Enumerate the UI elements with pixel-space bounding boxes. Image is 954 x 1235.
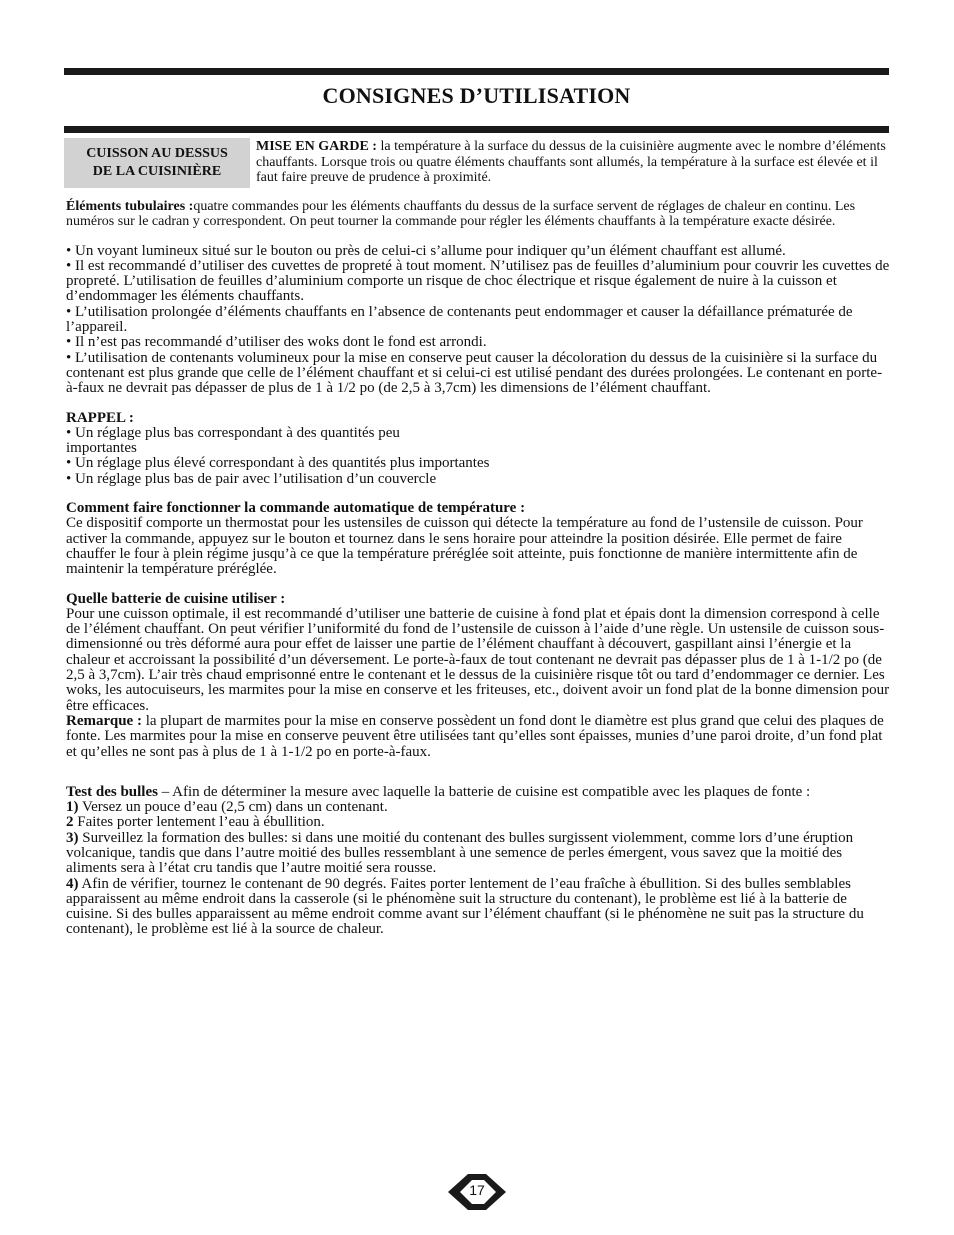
step-text: Surveillez la formation des bulles: si dans une moitié du contenant des bulles surgissent violemment, comme lors d’une éruption volcanique, tandis que dans l’autre moitié des bulles ressemblant à une semence de perles émergent, vous savez que la moitié des aliments sera à l’état cru tandis que l’autre moitié sera rousse. — [66, 829, 854, 877]
bulles-step — [66, 815, 891, 830]
step-text: Faites porter lentement l’eau à ébullition. — [73, 814, 325, 831]
bullet-item: • L’utilisation de contenants volumineux pour la mise en conserve peut causer la décoloration du dessus de la cuisinière si la surface du contenant est plus grande que celle de l’élément chauffant et si celui-ci est utilisé pendant des durées prolongées. Le contenant en porte-à-faux ne devrait pas dépasser de plus de 1 à 1/2 po (de 2,5 à 3,7cm) les dimensions de l’élément chauffant. — [66, 349, 883, 397]
bulles-label: Test des bulles — [66, 783, 158, 800]
step-text: Afin de vérifier, tournez le contenant de 90 degrés. Faites porter lentement de l’eau fraîche à ébullition. Si des bulles semblables apparaissent au même endroit dans la casserole (si le phénomène suit la structure du contenant), le problème est lié à la batterie de cuisine. Si des bulles apparaissent au même endroit comme avant sur l’élément chauffant (si le phénomène ne suit pas la structure du contenant), le problème est lié à la source de chaleur. — [66, 875, 864, 938]
rappel-label: RAPPEL : — [66, 409, 134, 426]
batterie-heading-text: Quelle batterie de cuisine utiliser : — [66, 590, 286, 607]
elements-text: quatre commandes pour les éléments chauffants du dessus de la surface servent de réglages de chaleur en continu. Les numéros sur le cadran y correspondent. On peut tourner la commande pour régler les éléments chauffants à la température exacte désirée. — [66, 199, 856, 230]
bulles-step — [66, 800, 891, 815]
section-label — [64, 138, 250, 188]
warning-note — [256, 139, 891, 186]
section-label-line1: CUISSON AU DESSUS — [86, 146, 228, 161]
bulles-step — [66, 877, 891, 938]
step-number: 4) — [66, 875, 79, 892]
main-content — [66, 199, 891, 938]
step-text: Versez un pouce d’eau (2,5 cm) dans un contenant. — [78, 799, 388, 816]
remarque-paragraph — [66, 714, 891, 760]
page-number-badge — [446, 1172, 508, 1212]
bulles-intro-text: – Afin de déterminer la mesure avec laquelle la batterie de cuisine est compatible avec les plaques de fonte : — [157, 783, 811, 800]
batterie-heading — [66, 592, 891, 607]
remarque-text: la plupart de marmites pour la mise en conserve possèdent un fond dont le diamètre est plus grand que celui des plaques de fonte. Les marmites pour la mise en conserve peuvent être utilisées tant qu’elles sont épaisses, munies d’une paroi droite, d’un fond plat et qu’elles ne sont pas à plus de 1 à 1-1/2 po en porte-à-faux. — [66, 712, 884, 760]
warning-label: MISE EN GARDE : — [256, 139, 377, 154]
page-number: 17 — [469, 1182, 485, 1198]
rappel-item: importantes — [66, 440, 137, 457]
commande-heading — [66, 501, 891, 516]
bullet-item: • L’utilisation prolongée d’éléments chauffants en l’absence de contenants peut endommager et causer la défaillance prématurée de l’appareil. — [66, 303, 853, 336]
bullet-item: • Il est recommandé d’utiliser des cuvettes de propreté à tout moment. N’utilisez pas de feuilles d’aluminium pour couvrir les cuvettes de propreté. L’utilisation de feuilles d’aluminium comporte un risque de choc électrique et risque également de nuire à la cuisson et d’endommager les éléments chauffants. — [66, 257, 890, 305]
commande-heading-text: Comment faire fonctionner la commande automatique de température : — [66, 500, 526, 517]
bulles-intro — [66, 785, 891, 800]
bullet-item: • Il n’est pas recommandé d’utiliser des woks dont le fond est arrondi. — [66, 334, 487, 351]
rappel-item: • Un réglage plus bas de pair avec l’utilisation d’un couvercle — [66, 470, 437, 487]
step-number: 3) — [66, 829, 79, 846]
section-label-line2: DE LA CUISINIÈRE — [92, 164, 222, 179]
bulles-step — [66, 831, 891, 877]
rappel-item: • Un réglage plus élevé correspondant à des quantités plus importantes — [66, 455, 490, 472]
step-number: 1) — [66, 799, 79, 816]
page-title: CONSIGNES D’UTILISATION — [322, 83, 631, 108]
elements-paragraph — [66, 199, 891, 230]
bullet-item: • Un voyant lumineux situé sur le bouton ou près de celui-ci s’allume pour indiquer qu’un élément chauffant est allumé. — [66, 242, 786, 259]
step-number: 2 — [66, 814, 74, 831]
batterie-text: Pour une cuisson optimale, il est recommandé d’utiliser une batterie de cuisine à fond plat et épais dont la dimension correspond à celle de l’élément chauffant. On peut vérifier l’uniformité du fond de l’ustensile de cuisson à l’aide d’une règle. Un ustensile de cuisson sous-dimensionné ou très déformé aura pour effet de laisser une partie de l’élément chauffant à découvert, gaspillant ainsi l’énergie et la chaleur et accroissant la possibilité d’un déversement. Le porte-à-faux de tout contenant ne devrait pas dépasser plus de 1 à 1-1/2 po (de 2,5 à 3,7cm). L’air très chaud emprisonné entre le contenant et le dessus de la cuisinière risque tôt ou tard d’endommager ce dernier. Les woks, les autocuiseurs, les marmites pour la mise en conserve et les friteuses, etc., doivent avoir un fond plat de la bonne dimension pour être efficaces. — [66, 605, 890, 714]
top-rule — [64, 68, 889, 75]
rappel-item: • Un réglage plus bas correspondant à des quantités peu — [66, 424, 400, 441]
elements-label: Éléments tubulaires : — [66, 199, 194, 214]
warning-text: la température à la surface du dessus de la cuisinière augmente avec le nombre d’éléments chauffants. Lorsque trois ou quatre éléments chauffants sont allumés, la température à la surface est élevée et il faut faire preuve de prudence à proximité. — [256, 139, 886, 185]
rappel-heading — [66, 411, 891, 426]
title-rule — [64, 126, 889, 133]
remarque-label: Remarque : — [66, 712, 142, 729]
commande-text: Ce dispositif comporte un thermostat pour les ustensiles de cuisson qui détecte la température au fond de l’ustensile de cuisson. Pour activer la commande, appuyez sur le bouton et tournez dans le sens horaire pour atteindre la position désirée. Elle permet de faire chauffer le four à plein régime jusqu’à ce que la température préréglée soit atteinte, puis fonctionne de manière intermittente afin de maintenir la température préréglée. — [66, 515, 863, 578]
